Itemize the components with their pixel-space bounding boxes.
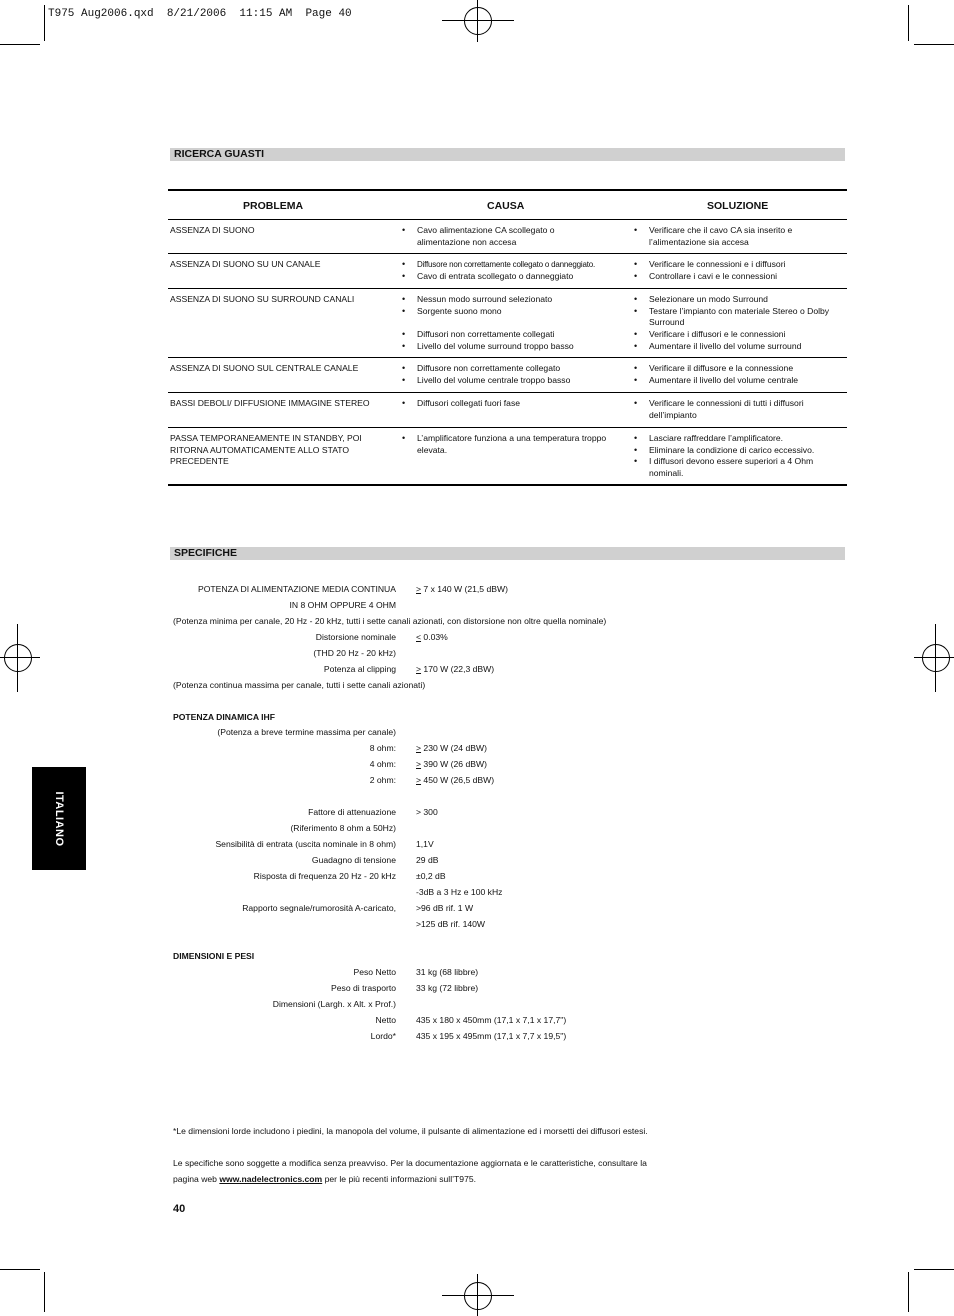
problem-cell: ASSENZA DI SUONO [170, 225, 255, 235]
cause-item: • Diffusori non correttamente collegati [402, 329, 607, 341]
column-header: SOLUZIONE [707, 200, 769, 212]
cause-item: • L’amplificatore funziona a una temperatura troppo elevata. [402, 433, 607, 456]
spec-subheading: POTENZA DINAMICA IHF [173, 712, 276, 722]
cause-item: • Livello del volume centrale troppo basso [402, 375, 607, 387]
solution-item: • Controllare i cavi e le connessioni [634, 271, 844, 283]
problem-cell: ASSENZA DI SUONO SU SURROUND CANALI [170, 294, 355, 304]
solution-item: • Verificare le connessioni di tutti i diffusori dell’impianto [634, 398, 844, 421]
solution-item: • Eliminare la condizione di carico eccessivo. [634, 445, 844, 457]
troubleshooting-table [168, 189, 847, 486]
registration-mark-icon [464, 1282, 492, 1310]
footnote-specs: Le specifiche sono soggette a modifica senza preavviso. Per la documentazione aggiornata e le caratteristiche, consultare la pagina web www.nadelectronics.com per le più recenti informazioni sull’T975. [173, 1158, 647, 1184]
problem-cell: BASSI DEBOLI/ DIFFUSIONE IMMAGINE STEREO [170, 398, 370, 408]
spec-value: -3dB a 3 Hz e 100 kHz [416, 887, 503, 897]
cause-item: • Sorgente suono mono [402, 306, 607, 318]
registration-mark-icon [922, 644, 950, 672]
spec-note: (Potenza minima per canale, 20 Hz - 20 kHz, tutti i sette canali azionati, con distorsione non oltre quella nominale) [173, 616, 607, 626]
column-header: CAUSA [487, 200, 525, 212]
spec-value: > 230 W (24 dBW) [416, 743, 487, 753]
print-slug: T975 Aug2006.qxd 8/21/2006 11:15 AM Page 40 [48, 8, 352, 20]
section-header-specs: SPECIFICHE [170, 547, 845, 560]
column-header: PROBLEMA [243, 200, 304, 212]
solution-item: • Aumentare il livello del volume surround [634, 341, 844, 353]
solution-item: • Verificare i diffusori e le connessioni [634, 329, 844, 341]
spec-label: Sensibilità di entrata (uscita nominale in 8 ohm) [215, 839, 396, 849]
spec-label: 8 ohm: [369, 743, 396, 753]
problem-cell: ASSENZA DI SUONO SUL CENTRALE CANALE [170, 363, 359, 373]
spec-label: Lordo* [370, 1031, 396, 1041]
spec-label: Peso Netto [353, 967, 396, 977]
spec-value: > 170 W (22,3 dBW) [416, 664, 495, 674]
solution-item: • Selezionare un modo Surround [634, 294, 844, 306]
table-row [168, 393, 847, 428]
spec-label: (Potenza a breve termine massima per canale) [217, 727, 396, 737]
spec-label: Risposta di frequenza 20 Hz - 20 kHz [253, 871, 396, 881]
page-number: 40 [173, 1203, 186, 1215]
cause-item: • Nessun modo surround selezionato [402, 294, 607, 306]
solution-item: • Verificare che il cavo CA sia inserito e l’alimentazione sia accesa [634, 225, 844, 248]
solution-item: • Verificare il diffusore e la connessione [634, 363, 844, 375]
spec-value: 33 kg (72 libbre) [416, 983, 479, 993]
spec-label: (Riferimento 8 ohm a 50Hz) [290, 823, 396, 833]
spec-value: > 300 [416, 807, 438, 817]
problem-cell: ASSENZA DI SUONO SU UN CANALE [170, 259, 321, 269]
spec-label: IN 8 OHM OPPURE 4 OHM [289, 600, 396, 610]
spec-subheading: DIMENSIONI E PESI [173, 951, 255, 961]
table-header [168, 189, 847, 220]
language-tab: ITALIANO [32, 767, 86, 870]
spec-label: Rapporto segnale/rumorosità A-caricato, [242, 903, 396, 913]
registration-mark-icon [464, 7, 492, 35]
cause-item: • Livello del volume surround troppo basso [402, 341, 607, 353]
spec-value: 435 x 180 x 450mm (17,1 x 7,1 x 17,7") [416, 1015, 567, 1025]
cause-item: • Cavo di entrata scollegato o danneggiato [402, 271, 607, 283]
spec-label: 2 ohm: [369, 775, 396, 785]
solution-item: • Lasciare raffreddare l’amplificatore. [634, 433, 844, 445]
solution-item: • Verificare le connessioni e i diffusori [634, 259, 844, 271]
spec-label: Dimensioni (Largh. x Alt. x Prof.) [272, 999, 396, 1009]
spec-label: POTENZA DI ALIMENTAZIONE MEDIA CONTINUA [198, 584, 396, 594]
footnote-dimensions: *Le dimensioni lorde includono i piedini, la manopola del volume, il pulsante di alimentazione ed i morsetti dei diffusori estesi. [173, 1126, 648, 1136]
registration-mark-icon [4, 644, 32, 672]
spec-label: Guadagno di tensione [311, 855, 396, 865]
spec-value: >125 dB rif. 140W [416, 919, 486, 929]
spec-value: > 7 x 140 W (21,5 dBW) [416, 584, 508, 594]
spec-value: > 450 W (26,5 dBW) [416, 775, 495, 785]
cause-item: • Diffusore non correttamente collegato [402, 363, 607, 375]
spec-value: < 0.03% [416, 632, 448, 642]
spec-value: >96 dB rif. 1 W [416, 903, 474, 913]
spec-value: 1,1V [416, 839, 434, 849]
cause-item: • Diffusore non correttamente collegato o danneggiato. [402, 259, 607, 271]
problem-cell: PASSA TEMPORANEAMENTE IN STANDBY, POI RITORNA AUTOMATICAMENTE ALLO STATO PRECEDENTE [170, 433, 362, 467]
spec-label: Fattore di attenuazione [308, 807, 396, 817]
table-row [168, 428, 847, 486]
spec-value: ±0,2 dB [416, 871, 446, 881]
spec-label: Distorsione nominale [315, 632, 396, 642]
website-link[interactable]: www.nadelectronics.com [219, 1174, 323, 1184]
spec-value: > 390 W (26 dBW) [416, 759, 487, 769]
table-row [168, 289, 847, 358]
table-row [168, 358, 847, 393]
spec-value: 31 kg (68 libbre) [416, 967, 479, 977]
solution-item: • I diffusori devono essere superiori a 4 Ohm nominali. [634, 456, 844, 479]
spec-value: 29 dB [416, 855, 439, 865]
cause-item: • Cavo alimentazione CA scollegato o alimentazione non accesa [402, 225, 607, 248]
solution-item: • Testare l’impianto con materiale Stereo o Dolby Surround [634, 306, 844, 329]
spec-label: Peso di trasporto [331, 983, 396, 993]
spec-value: 435 x 195 x 495mm (17,1 x 7,7 x 19,5") [416, 1031, 567, 1041]
table-row [168, 254, 847, 289]
spec-label: 4 ohm: [369, 759, 396, 769]
spec-label: Netto [375, 1015, 396, 1025]
spec-note: (Potenza continua massima per canale, tutti i sette canali azionati) [173, 680, 426, 690]
section-header-troubleshooting: RICERCA GUASTI [170, 148, 845, 161]
cause-item: • Diffusori collegati fuori fase [402, 398, 607, 410]
spec-label: (THD 20 Hz - 20 kHz) [313, 648, 396, 658]
spec-label: Potenza al clipping [323, 664, 396, 674]
solution-item: • Aumentare il livello del volume centrale [634, 375, 844, 387]
table-row [168, 220, 847, 254]
